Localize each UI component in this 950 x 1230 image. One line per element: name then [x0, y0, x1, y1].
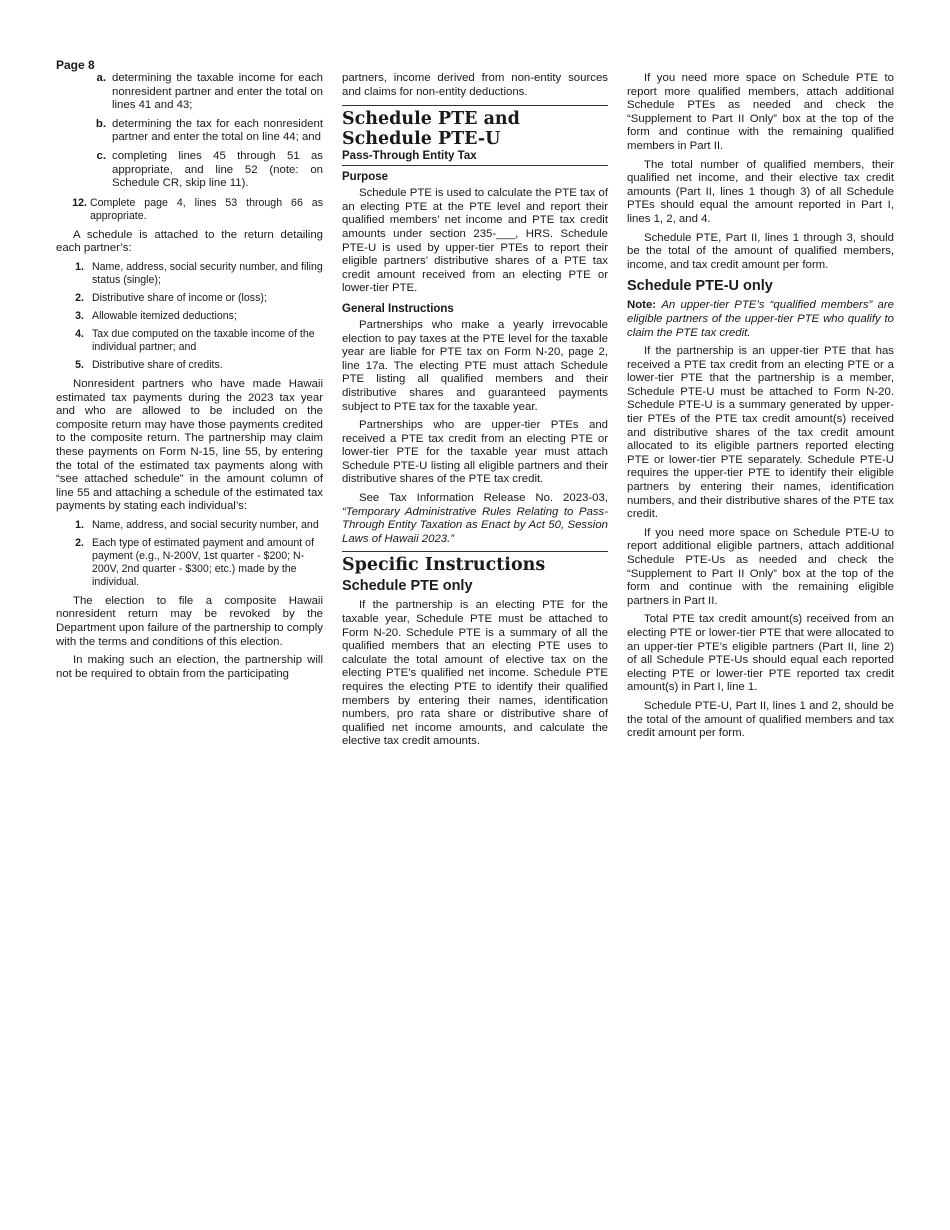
purpose-paragraph: Schedule PTE is used to calculate the PTE tax of an electing PTE at the PTE level and report their qualified members’ net income and PTE tax credit amounts under section 235-___, HRS. Schedule PTE-U is used by upper-tier PTEs to report their eligible partners’ distributive shares of a PTE tax credit amount received from an electing PTE or lower-tier PTE. [342, 187, 608, 295]
list-item [56, 537, 323, 589]
list-marker: 1. [75, 518, 84, 531]
more-space-paragraph: If you need more space on Schedule PTE to report more qualified members, attach additional Schedule PTEs as needed and check the “Supplement to Part II Only” box at the top of the form and continue with the remaining qualified members in Part II. [627, 72, 894, 152]
specific-instructions-heading: Specific Instructions [342, 555, 546, 576]
list-text: Tax due computed on the taxable income of the individual partner; and [92, 327, 315, 353]
see-tir-paragraph [342, 492, 608, 546]
list-item [56, 292, 323, 305]
list-text: completing lines 45 through 51 as appropriate, and line 52 (note: on Schedule CR, skip line 11). [112, 149, 323, 190]
list-text: Distributive share of income or (loss); [92, 291, 267, 304]
section-subheading: Pass-Through Entity Tax [342, 150, 477, 163]
general-paragraph-2: Partnerships who are upper-tier PTEs and received a PTE tax credit from an electing PTE or lower-tier PTE for the taxable year must attach Schedule PTE-U listing all eligible partners and their distributive shares of the PTE tax credit. [342, 419, 608, 486]
list-marker: 1. [75, 260, 84, 273]
partner-detail-list [56, 261, 323, 372]
pte-only-paragraph: If the partnership is an electing PTE for the taxable year, Schedule PTE must be attached to Form N-20. Schedule PTE is a summary of all the qualified members that an electing PTE uses to calculate the total amount of elective tax on the electing PTE’s qualified net income. Schedule PTE requires the electing PTE to identify their qualified members by entering their names, identification numbers, pro rata share or distributive share of qualified net income amounts, and calculate the elective tax credit amounts. [342, 599, 608, 748]
see-tir-lead: See Tax Information Release No. 2023-03, [359, 492, 608, 505]
list-marker: 2. [75, 536, 84, 549]
purpose-heading: Purpose [342, 171, 389, 184]
section-divider [342, 551, 608, 552]
making-election-paragraph: In making such an election, the partnership will not be required to obtain from the participating [56, 654, 323, 680]
list-text: determining the taxable income for each nonresident partner and enter the total on lines 41 and 43; [112, 72, 323, 112]
list-text: Name, address, and social security number, and [92, 518, 319, 531]
page-number: Page 8 [56, 58, 95, 72]
list-text: Allowable itemized deductions; [92, 309, 237, 322]
list-text: determining the tax for each nonresident partner and enter the total on line 44; and [112, 117, 323, 144]
list-text: Distributive share of credits. [92, 358, 223, 371]
list-text: Complete page 4, lines 53 through 66 as appropriate. [90, 196, 323, 222]
continuation-paragraph: partners, income derived from non-entity sources and claims for non-entity deductions. [342, 72, 608, 98]
list-item [56, 261, 323, 287]
list-item [56, 118, 323, 145]
schedule-pte-u-only-heading: Schedule PTE-U only [627, 278, 773, 295]
section-heading: Schedule PTE and Schedule PTE-U [342, 109, 520, 150]
general-paragraph-1: Partnerships who make a yearly irrevocable election to pay taxes at the PTE level for the taxable year are liable for PTE tax on Form N-20, page 2, line 17a. The electing PTE must attach Schedule PTE listing all qualified members and their distributive shares and guaranteed payments subject to PTE tax for the taxable year. [342, 318, 608, 413]
list-item [56, 328, 323, 354]
list-marker: 12. [72, 196, 87, 209]
step-12 [56, 197, 323, 223]
note-label: Note: [627, 299, 657, 312]
list-text: Each type of estimated payment and amount of payment (e.g., N-200V, 1st quarter - $200; N-200V, 2nd quarter - $300; etc.) made by the individual. [92, 536, 315, 588]
schedule-intro: A schedule is attached to the return detailing each partner’s: [56, 228, 323, 255]
list-marker: 5. [75, 358, 84, 371]
column-3 [627, 72, 894, 746]
total-credit-paragraph: Total PTE tax credit amount(s) received from an electing PTE or lower-tier PTE that were allocated to an upper-tier PTE’s eligible partners (Part II, line 2) of all Schedule PTE-Us should equal each reported electing PTE or lower-tier PTE reported tax credit amount(s) in Part I, line 1. [627, 613, 894, 694]
column-1 [56, 72, 323, 686]
list-marker: 3. [75, 309, 84, 322]
list-text: Name, address, social security number, and filing status (single); [92, 260, 323, 286]
list-marker: a. [96, 72, 106, 84]
list-marker: 4. [75, 327, 84, 340]
more-space-pteu-paragraph: If you need more space on Schedule PTE-U to report additional eligible partners, attach additional Schedule PTE-Us as needed and check the “Supplement to Part II Only” box at the top of the form and continue with the remaining eligible partners in Part II. [627, 526, 894, 607]
note-text: An upper-tier PTE’s “qualified members” are eligible partners of the upper-tier PTE who qualify to claim the PTE tax credit. [627, 299, 894, 339]
list-marker: b. [95, 117, 106, 130]
schedule-pte-only-heading: Schedule PTE only [342, 578, 473, 595]
section-divider [342, 105, 608, 106]
list-marker: 2. [75, 291, 84, 304]
list-item [56, 359, 323, 372]
tir-title: “Temporary Administrative Rules Relating to Pass-Through Entity Taxation as Enact by Act 50, Session Laws of Hawaii 2023.” [342, 505, 608, 545]
alpha-list [56, 72, 323, 191]
note-paragraph [627, 299, 894, 340]
list-marker: c. [96, 149, 106, 162]
general-instructions-heading: General Instructions [342, 302, 454, 315]
estimated-payment-list [56, 519, 323, 589]
upper-tier-paragraph: If the partnership is an upper-tier PTE that has received a PTE tax credit from an electing PTE or a lower-tier PTE that the partnership is a member, Schedule PTE-U must be attached to Form N-20. Schedule PTE-U is a summary generated by upper-tier PTEs of the PTE tax credit amount(s) received and distributive shares of the tax credit amount allocated to its eligible partners reported electing PTE or lower-tier PTE separately. Schedule PTE-U requires the upper-tier PTE to identify their eligible partners by entering their names, identification numbers, and their distributive shares of the PTE tax credit. [627, 345, 894, 521]
part2-paragraph: Schedule PTE, Part II, lines 1 through 3, should be the total of the amount of qualified members, income, and tax credit amount per form. [627, 231, 894, 271]
list-item [56, 72, 323, 113]
list-item [56, 519, 323, 532]
list-item [56, 150, 323, 191]
election-paragraph: The election to file a composite Hawaii nonresident return may be revoked by the Department upon failure of the partnership to comply with the terms and conditions of this election. [56, 594, 323, 648]
pteu-part2-paragraph: Schedule PTE-U, Part II, lines 1 and 2, should be the total of the amount of qualified members and tax credit amount per form. [627, 699, 894, 740]
list-item [56, 310, 323, 323]
section-divider [342, 165, 608, 166]
column-2 [342, 72, 608, 754]
nonresident-paragraph: Nonresident partners who have made Hawaii estimated tax payments during the 2023 tax year and who are allowed to be included on the composite return may have those payments credited to the composite return. The partnership may claim these payments on Form N-15, line 55, by entering the total of the estimated tax payments along with “see attached schedule” in the amount column of line 55 and attaching a schedule of the estimated tax payments by stating each individual’s: [56, 377, 323, 513]
total-number-paragraph: The total number of qualified members, their qualified net income, and their elective tax credit amounts (Part II, lines 1 though 3) of all Schedule PTEs should equal the amount reported in Part I, lines 1, 2, and 4. [627, 158, 894, 225]
